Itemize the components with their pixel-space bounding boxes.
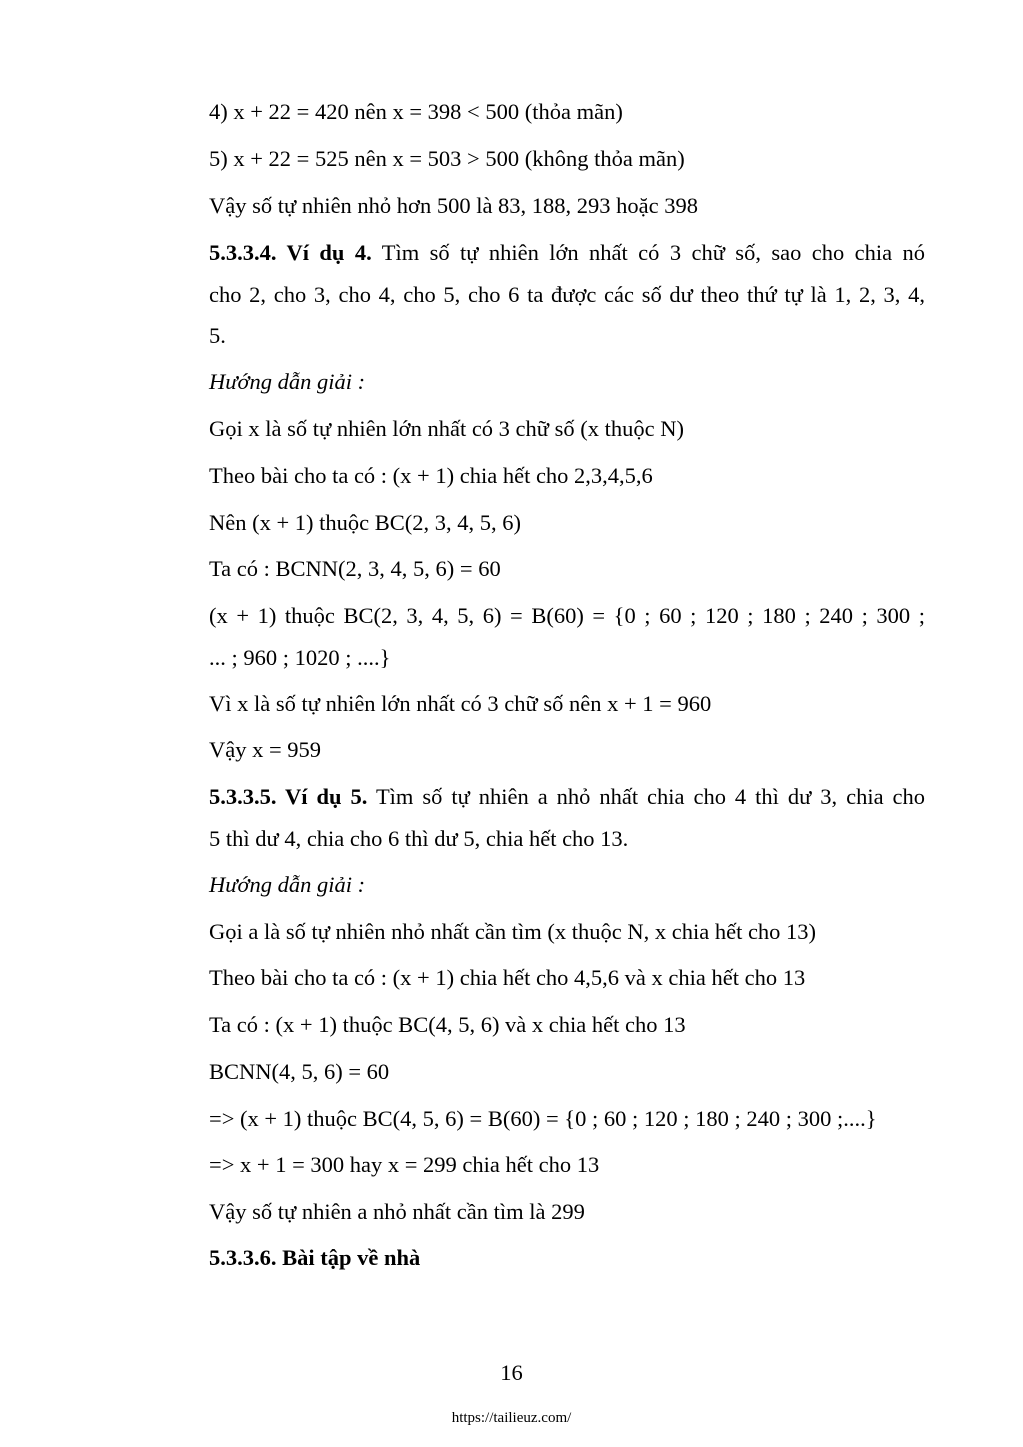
text-line: BCNN(4, 5, 6) = 60 <box>209 1059 390 1084</box>
example-5-heading: 5.3.3.5. Ví dụ 5. <box>209 784 368 809</box>
footer-url: https://tailieuz.com/ <box>451 1410 572 1426</box>
example-5-text: Tìm số tự nhiên a nhỏ nhất chia cho 4 thì dư 3, chia cho <box>375 784 926 809</box>
text-line: Ta có : BCNN(2, 3, 4, 5, 6) = 60 <box>209 556 501 581</box>
page-number: 16 <box>500 1360 523 1385</box>
example-4-heading: 5.3.3.4. Ví dụ 4. <box>209 240 372 265</box>
example-4-first-line <box>209 238 925 268</box>
text-line: Theo bài cho ta có : (x + 1) chia hết cho 2,3,4,5,6 <box>209 463 653 488</box>
text-line: Nên (x + 1) thuộc BC(2, 3, 4, 5, 6) <box>209 510 522 535</box>
example-4-text: Tìm số tự nhiên lớn nhất có 3 chữ số, sao cho chia nó <box>381 240 926 265</box>
text-line: 5 thì dư 4, chia cho 6 thì dư 5, chia hết cho 13. <box>209 826 629 851</box>
solution-guide-label: Hướng dẫn giải : <box>209 872 366 897</box>
text-line: Theo bài cho ta có : (x + 1) chia hết cho 4,5,6 và x chia hết cho 13 <box>209 965 806 990</box>
homework-heading: 5.3.3.6. Bài tập về nhà <box>209 1245 421 1270</box>
text-line: Vậy x = 959 <box>209 737 322 762</box>
text-line: => x + 1 = 300 hay x = 299 chia hết cho 13 <box>209 1152 600 1177</box>
text-line: Vì x là số tự nhiên lớn nhất có 3 chữ số nên x + 1 = 960 <box>209 691 712 716</box>
example-5-first-line <box>209 782 925 812</box>
text-line: Ta có : (x + 1) thuộc BC(4, 5, 6) và x chia hết cho 13 <box>209 1012 686 1037</box>
text-line: => (x + 1) thuộc BC(4, 5, 6) = B(60) = {0 ; 60 ; 120 ; 180 ; 240 ; 300 ;....} <box>209 1106 877 1131</box>
text-line: 5. <box>209 323 226 348</box>
text-line: Vậy số tự nhiên nhỏ hơn 500 là 83, 188, 293 hoặc 398 <box>209 193 699 218</box>
text-line: 5) x + 22 = 525 nên x = 503 > 500 (không thỏa mãn) <box>209 146 685 171</box>
text-line: (x + 1) thuộc BC(2, 3, 4, 5, 6) = B(60) = {0 ; 60 ; 120 ; 180 ; 240 ; 300 ; <box>209 603 925 628</box>
text-line: Gọi a là số tự nhiên nhỏ nhất cần tìm (x thuộc N, x chia hết cho 13) <box>209 919 817 944</box>
text-line: Vậy số tự nhiên a nhỏ nhất cần tìm là 299 <box>209 1199 585 1224</box>
text-line: ... ; 960 ; 1020 ; ....} <box>209 645 391 670</box>
text-line: cho 2, cho 3, cho 4, cho 5, cho 6 ta được các số dư theo thứ tự là 1, 2, 3, 4, <box>209 282 925 307</box>
text-line: 4) x + 22 = 420 nên x = 398 < 500 (thỏa mãn) <box>209 99 623 124</box>
solution-guide-label: Hướng dẫn giải : <box>209 369 366 394</box>
text-line: Gọi x là số tự nhiên lớn nhất có 3 chữ số (x thuộc N) <box>209 416 684 441</box>
